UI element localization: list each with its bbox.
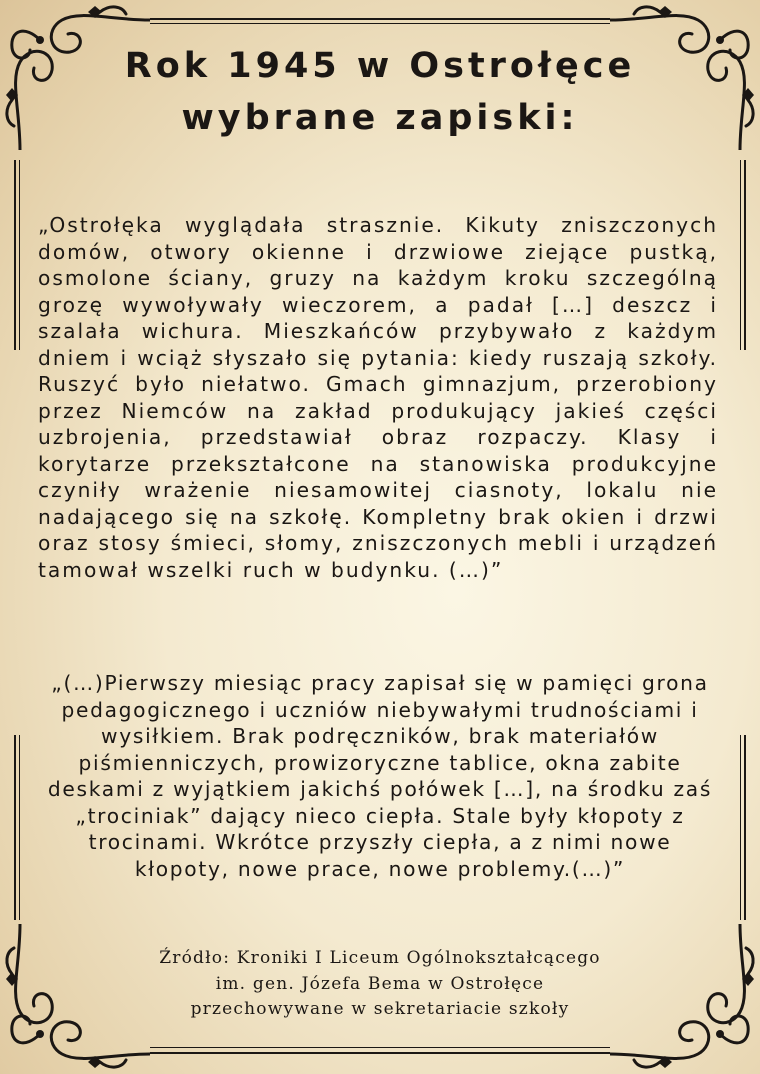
frame-top-line-inner	[150, 23, 610, 24]
quote-paragraph-2	[30, 670, 730, 882]
quote2-line: pedagogicznego i uczniów niebywałymi trudnościami i	[61, 697, 699, 722]
quote2-line: deskami z wyjątkiem jakichś połówek […], na środku zaś	[47, 777, 713, 801]
quote2-line: wysiłkiem. Brak podręczników, brak materiałów	[101, 724, 659, 748]
source-line-1: Źródło: Kroniki I Liceum Ogólnokształcącego	[159, 948, 601, 968]
frame-top-line	[150, 18, 610, 20]
quote2-line: „(…)Pierwszy miesiąc pracy zapisał się w pamięci grona	[51, 671, 709, 695]
frame-bottom-line-inner	[150, 1047, 610, 1048]
quote2-line: piśmienniczych, prowizoryczne tablice, okna zabite	[78, 750, 682, 775]
frame-right-line-bottom-inner	[740, 735, 741, 920]
quote2-line: „trociniak” dający nieco ciepła. Stale były kłopoty z	[75, 803, 685, 828]
frame-right-line-bottom	[744, 735, 746, 920]
frame-left-line-bottom	[14, 735, 16, 920]
source-note	[100, 946, 660, 1023]
source-line-2: im. gen. Józefa Bema w Ostrołęce	[215, 973, 545, 994]
quote2-line: kłopoty, nowe prace, nowe problemy.(…)”	[134, 856, 626, 881]
source-line-3: przechowywane w sekretariacie szkoły	[190, 999, 570, 1019]
title-line-2: wybrane zapiski:	[181, 98, 579, 138]
title-line-1: Rok 1945 w Ostrołęce	[124, 46, 636, 86]
frame-bottom-line	[150, 1052, 610, 1054]
frame-left-line-bottom-inner	[19, 735, 20, 920]
frame-right-line-top	[744, 160, 746, 350]
quote2-line: trocinami. Wkrótce przyszły ciepła, a z nimi nowe	[88, 830, 672, 854]
page-title	[60, 40, 700, 144]
frame-right-line-top-inner	[740, 160, 741, 350]
quote-paragraph-1: „Ostrołęka wyglądała strasznie. Kikuty zniszczonych domów, otwory okienne i drzwiowe ziejące pustką, osmolone ściany, gruzy na każdym kroku szczególną grozę wywoływały wieczorem, a padał […] deszcz i szalała wichura. Mieszkańców przybywało z każdym dniem i wciąż słyszało się pytania: kiedy ruszają szkoły. Ruszyć było niełatwo. Gmach gimnazjum, przerobiony przez Niemców na zakład produkujący jakieś części uzbrojenia, przedstawiał obraz rozpaczy. Klasy i korytarze przekształcone na stanowiska produkcyjne czyniły wrażenie niesamowitej ciasnoty, lokalu nie nadającego się na szkołę. Kompletny brak okien i drzwi oraz stosy śmieci, słomy, zniszczonych mebli i urządzeń tamował wszelki ruch w budynku. (…)”	[38, 213, 718, 582]
frame-left-line-top-inner	[19, 160, 20, 350]
frame-left-line-top	[14, 160, 16, 350]
